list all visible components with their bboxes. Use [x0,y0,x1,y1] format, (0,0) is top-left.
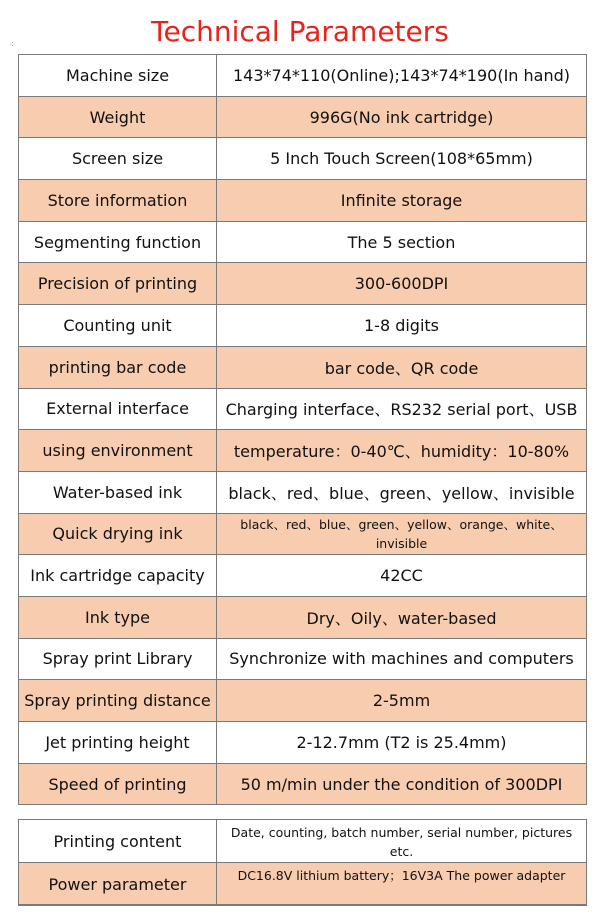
table-row [19,180,587,222]
parameter-value: The 5 section [217,221,587,263]
table-row [19,763,587,805]
table-row [19,305,587,347]
table-row [19,96,587,138]
parameter-value: black、red、blue、green、yellow、orange、white、invisible [217,513,587,555]
table-row [19,138,587,180]
parameter-label: Jet printing height [19,722,217,764]
parameter-label: Counting unit [19,305,217,347]
page-title: Technical Parameters [151,15,449,48]
parameter-label: Spray printing distance [19,680,217,722]
parameter-label: printing bar code [19,346,217,388]
parameter-label: Precision of printing [19,263,217,305]
parameter-value: Dry、Oily、water-based [217,596,587,638]
table-row [19,555,587,597]
parameter-value: Synchronize with machines and computers [217,638,587,680]
table-row [19,513,587,555]
parameter-label: Weight [19,96,217,138]
parameter-value: temperature：0-40℃、humidity：10-80% [217,430,587,472]
parameter-label: Water-based ink [19,471,217,513]
table-row [19,722,587,764]
table-anchor-icon: ⁘ [9,40,16,49]
table-row [19,638,587,680]
table-row [19,680,587,722]
table-row [19,430,587,472]
table-row [19,820,587,863]
parameter-value: 143*74*110(Online);143*74*190(In hand) [217,55,587,97]
table-bottom-border [18,904,586,905]
parameter-value: 5 Inch Touch Screen(108*65mm) [217,138,587,180]
parameter-label: Quick drying ink [19,513,217,555]
table-row [19,221,587,263]
parameter-label: Segmenting function [19,221,217,263]
parameter-value: 42CC [217,555,587,597]
parameter-value: black、red、blue、green、yellow、invisible [217,471,587,513]
parameter-value: DC16.8V lithium battery；16V3A The power adapter [217,863,587,906]
parameter-label: Machine size [19,55,217,97]
table-row [19,596,587,638]
parameter-label: Screen size [19,138,217,180]
parameter-label: Printing content [19,820,217,863]
additional-parameters-table [18,819,587,906]
table-row [19,471,587,513]
parameter-label: Ink type [19,596,217,638]
parameter-value: Date, counting, batch number, serial number, pictures etc. [217,820,587,863]
parameter-value: 300-600DPI [217,263,587,305]
parameter-label: Speed of printing [19,763,217,805]
parameter-value: 996G(No ink cartridge) [217,96,587,138]
table-row [19,55,587,97]
parameter-value: bar code、QR code [217,346,587,388]
table-row [19,388,587,430]
parameter-value: 2-5mm [217,680,587,722]
table-row [19,346,587,388]
parameter-label: Store information [19,180,217,222]
parameter-value: 2-12.7mm (T2 is 25.4mm) [217,722,587,764]
parameter-value: Infinite storage [217,180,587,222]
parameter-value: 50 m/min under the condition of 300DPI [217,763,587,805]
parameter-value: Charging interface、RS232 serial port、USB [217,388,587,430]
parameter-label: Spray print Library [19,638,217,680]
parameter-value: 1-8 digits [217,305,587,347]
parameter-label: Ink cartridge capacity [19,555,217,597]
parameter-label: using environment [19,430,217,472]
table-row [19,863,587,906]
parameters-table [18,54,587,805]
table-row [19,263,587,305]
parameter-label: Power parameter [19,863,217,906]
parameter-label: External interface [19,388,217,430]
